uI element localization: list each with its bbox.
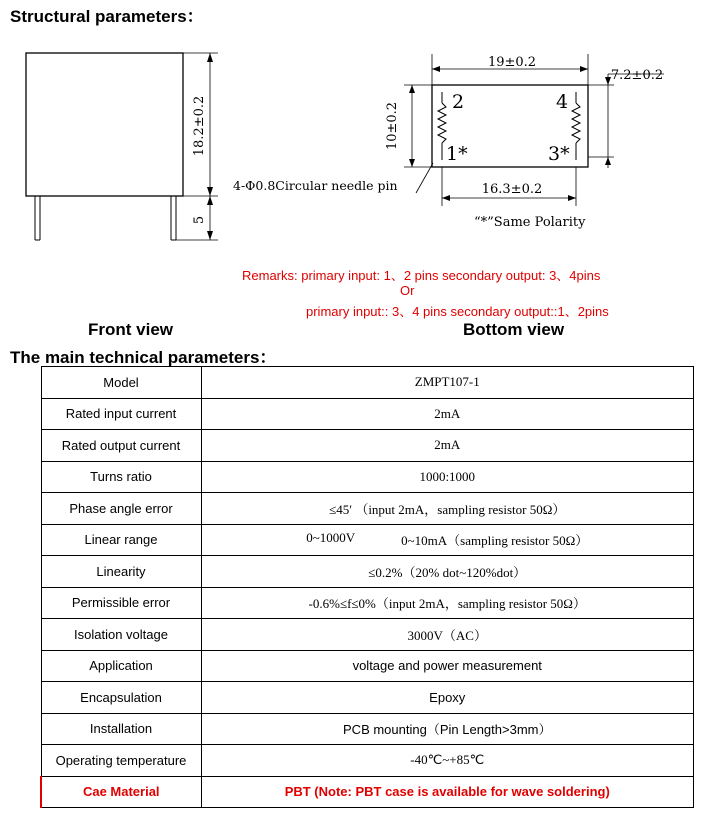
pin-spacing-dim: 16.3±0.2 [481, 182, 543, 197]
param-value: PBT (Note: PBT case is available for wave soldering) [201, 776, 694, 808]
secondary-winding [572, 103, 580, 143]
param-value: 1000:1000 [201, 461, 694, 493]
remark-or: Or [400, 283, 415, 298]
front-view-drawing [20, 40, 220, 245]
param-name: Installation [41, 713, 201, 745]
param-name: Turns ratio [41, 461, 201, 493]
pin-1-label: 1* [446, 143, 468, 165]
front-height-dim: 18.2±0.2 [192, 95, 207, 157]
front-pin-dim: 5 [192, 215, 207, 225]
table-row [41, 682, 694, 714]
param-name: Rated input current [41, 398, 201, 430]
table-row [41, 619, 694, 651]
polarity-note: “*”Same Polarity [474, 215, 586, 230]
remark-line-2: primary input:: 3、4 pins secondary output::1、2pins [306, 304, 609, 319]
table-row [41, 745, 694, 777]
param-name: Operating temperature [41, 745, 201, 777]
table-row [41, 524, 694, 556]
table-row [41, 556, 694, 588]
linear-range-voltage: 0~1000V [306, 530, 356, 546]
param-value: ≤45′ （input 2mA，sampling resistor 50Ω） [201, 493, 694, 525]
pin-4-label: 4 [556, 91, 569, 113]
bottom-view-drawing [228, 48, 678, 238]
bottom-width-dim: 19±0.2 [487, 55, 537, 70]
param-name: Linear range [41, 524, 201, 556]
front-view-label: Front view [88, 320, 174, 339]
param-name: Application [41, 650, 201, 682]
table-row-highlight [41, 776, 694, 808]
pin-3-label: 3* [548, 143, 570, 165]
param-value: -0.6%≤f≤0%（input 2mA，sampling resistor 50Ω） [201, 587, 694, 619]
technical-parameters-title: The main technical parameters： [10, 348, 277, 367]
table-row [41, 650, 694, 682]
table-row [41, 493, 694, 525]
param-value: 2mA [201, 398, 694, 430]
param-name: Isolation voltage [41, 619, 201, 651]
param-value: PCB mounting（Pin Length>3mm） [201, 713, 694, 745]
param-name: Rated output current [41, 430, 201, 462]
param-name: Encapsulation [41, 682, 201, 714]
param-value: ZMPT107-1 [201, 367, 694, 399]
linear-range-current: 0~10mA（sampling resistor 50Ω） [401, 533, 589, 549]
param-value: 3000V（AC） [201, 619, 694, 651]
bottom-height-dim: 10±0.2 [385, 101, 400, 151]
primary-winding [438, 103, 446, 143]
table-row [41, 398, 694, 430]
param-value: ≤0.2%（20% dot~120%dot） [201, 556, 694, 588]
param-name: Permissible error [41, 587, 201, 619]
pin-2-label: 2 [452, 91, 465, 113]
pin-note: 4-Φ0.8Circular needle pin [233, 178, 398, 193]
param-name: Cae Material [41, 776, 201, 808]
table-row [41, 587, 694, 619]
param-name: Linearity [41, 556, 201, 588]
param-value: Epoxy [201, 682, 694, 714]
param-value: voltage and power measurement [201, 650, 694, 682]
structural-parameters-title: Structural parameters： [10, 7, 204, 26]
table-row [41, 430, 694, 462]
param-value: -40℃~+85℃ [201, 745, 694, 777]
remark-line-1: Remarks: primary input: 1、2 pins secondary output: 3、4pins [242, 268, 601, 283]
technical-parameters-table [40, 366, 694, 808]
table-row [41, 713, 694, 745]
table-row [41, 461, 694, 493]
param-name: Phase angle error [41, 493, 201, 525]
param-value [201, 524, 694, 556]
table-row [41, 367, 694, 399]
bottom-view-label: Bottom view [463, 320, 565, 339]
bottom-depth-dim: 7.2±0.2 [610, 68, 664, 83]
param-name: Model [41, 367, 201, 399]
param-value: 2mA [201, 430, 694, 462]
